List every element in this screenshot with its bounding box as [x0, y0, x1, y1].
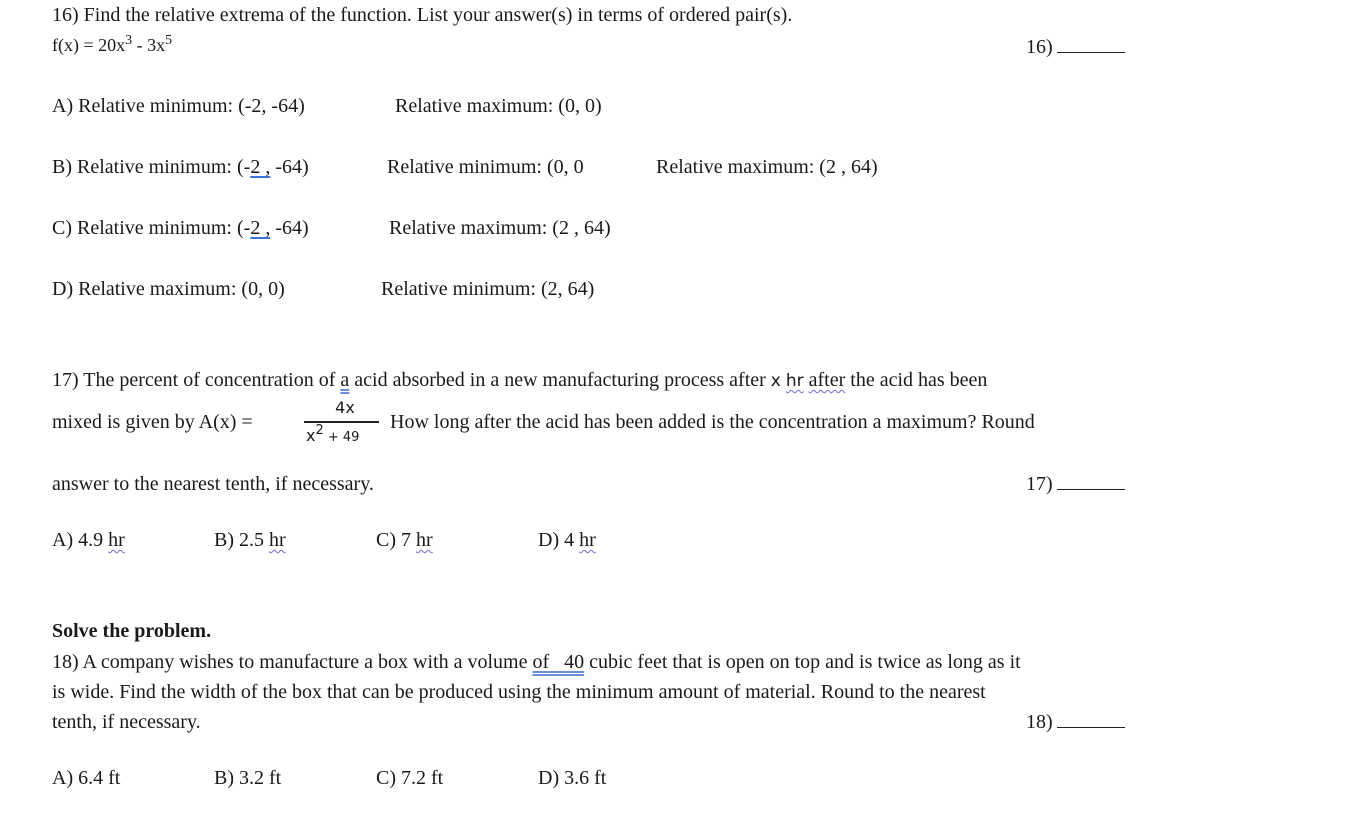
q16-option-c-pre: C) Relative minimum: (- [52, 217, 251, 239]
q17-line1-pre: 17) The percent of concentration of [52, 369, 341, 391]
q16-prompt: 16) Find the relative extrema of the function. List your answer(s) in terms of ordered pair(s). [52, 4, 793, 26]
q16-option-c-part2: Relative maximum: (2 , 64) [389, 217, 611, 239]
q17-article: a [340, 369, 350, 391]
q17-den-post: + 49 [323, 430, 360, 445]
q17-after: after [808, 369, 846, 391]
q16-answer-blank[interactable] [1057, 51, 1125, 53]
q17-answer-label: 17) [1026, 473, 1053, 495]
q17-option-d-unit: hr [579, 529, 596, 551]
q16-option-d-part2: Relative minimum: (2, 64) [381, 278, 595, 300]
q17-line1 [52, 369, 987, 392]
q16-function [52, 35, 172, 56]
q16-answer-label: 16) [1026, 36, 1053, 58]
q16-option-c-underlined: 2 , [250, 217, 271, 239]
q16-option-b-pre: B) Relative minimum: (- [52, 156, 251, 178]
q16-option-b-part1 [52, 156, 309, 179]
q17-option-d: D) 4 hr [538, 529, 596, 551]
q17-answer-slot [1026, 473, 1125, 496]
q16-option-b-part2: Relative minimum: (0, 0 [387, 156, 584, 178]
q18-line2: is wide. Find the width of the box that can be produced using the minimum amount of material. Round to the nearest [52, 681, 986, 703]
q17-line1-mid: acid absorbed in a new manufacturing process after [349, 369, 771, 391]
q16-option-b-post: -64) [270, 156, 309, 178]
q16-function-mid: - 3x [132, 35, 166, 55]
q18-option-d: D) 3.6 ft [538, 767, 607, 789]
q17-den-x: x [306, 426, 316, 445]
q16-function-prefix: f(x) = 20x [52, 35, 126, 55]
q16-option-a-part1: A) Relative minimum: (-2, -64) [52, 95, 305, 117]
q17-option-c-unit: hr [416, 529, 433, 551]
q17-line3: answer to the nearest tenth, if necessary. [52, 473, 374, 495]
q16-option-c-post: -64) [270, 217, 309, 239]
q17-option-b: B) 2.5 hr [214, 529, 286, 551]
q18-line1-post: cubic feet that is open on top and is twice as long as it [584, 651, 1021, 673]
q18-answer-slot [1026, 711, 1125, 734]
q17-option-c: C) 7 hr [376, 529, 433, 551]
q16-option-c-part1 [52, 217, 309, 240]
q18-line1-pre: 18) A company wishes to manufacture a box with a volume [52, 651, 533, 673]
q17-option-a: A) 4.9 hr [52, 529, 125, 551]
q17-option-a-unit: hr [108, 529, 125, 551]
q16-exp2: 5 [165, 33, 173, 48]
q17-option-b-unit: hr [269, 529, 286, 551]
q17-hr: hr [785, 371, 804, 391]
q18-answer-label: 18) [1026, 711, 1053, 733]
q16-exp1: 3 [125, 33, 133, 48]
q18-option-b: B) 3.2 ft [214, 767, 282, 789]
q17-answer-blank[interactable] [1057, 488, 1125, 490]
q17-var-x: x [770, 371, 781, 391]
q17-fraction-numerator: 4x [335, 398, 355, 417]
q17-den-exp: 2 [315, 423, 324, 438]
q18-option-c: C) 7.2 ft [376, 767, 444, 789]
q18-answer-blank[interactable] [1057, 726, 1125, 728]
q17-line2-post: How long after the acid has been added is the concentration a maximum? Round [390, 411, 1035, 433]
section-heading: Solve the problem. [52, 620, 212, 642]
q18-line1 [52, 651, 1021, 674]
q16-option-d-part1: D) Relative maximum: (0, 0) [52, 278, 285, 300]
q16-answer-slot [1026, 36, 1125, 59]
q18-line3: tenth, if necessary. [52, 711, 201, 733]
q16-option-b-part3: Relative maximum: (2 , 64) [656, 156, 878, 178]
q17-line2-pre: mixed is given by A(x) = [52, 411, 253, 433]
q18-volume-underlined: of 40 [532, 651, 585, 673]
q16-option-b-underlined: 2 , [250, 156, 271, 178]
q17-fraction-denominator [306, 423, 380, 445]
q16-option-a-part2: Relative maximum: (0, 0) [395, 95, 602, 117]
q18-option-a: A) 6.4 ft [52, 767, 121, 789]
q17-line1-post: the acid has been [845, 369, 988, 391]
